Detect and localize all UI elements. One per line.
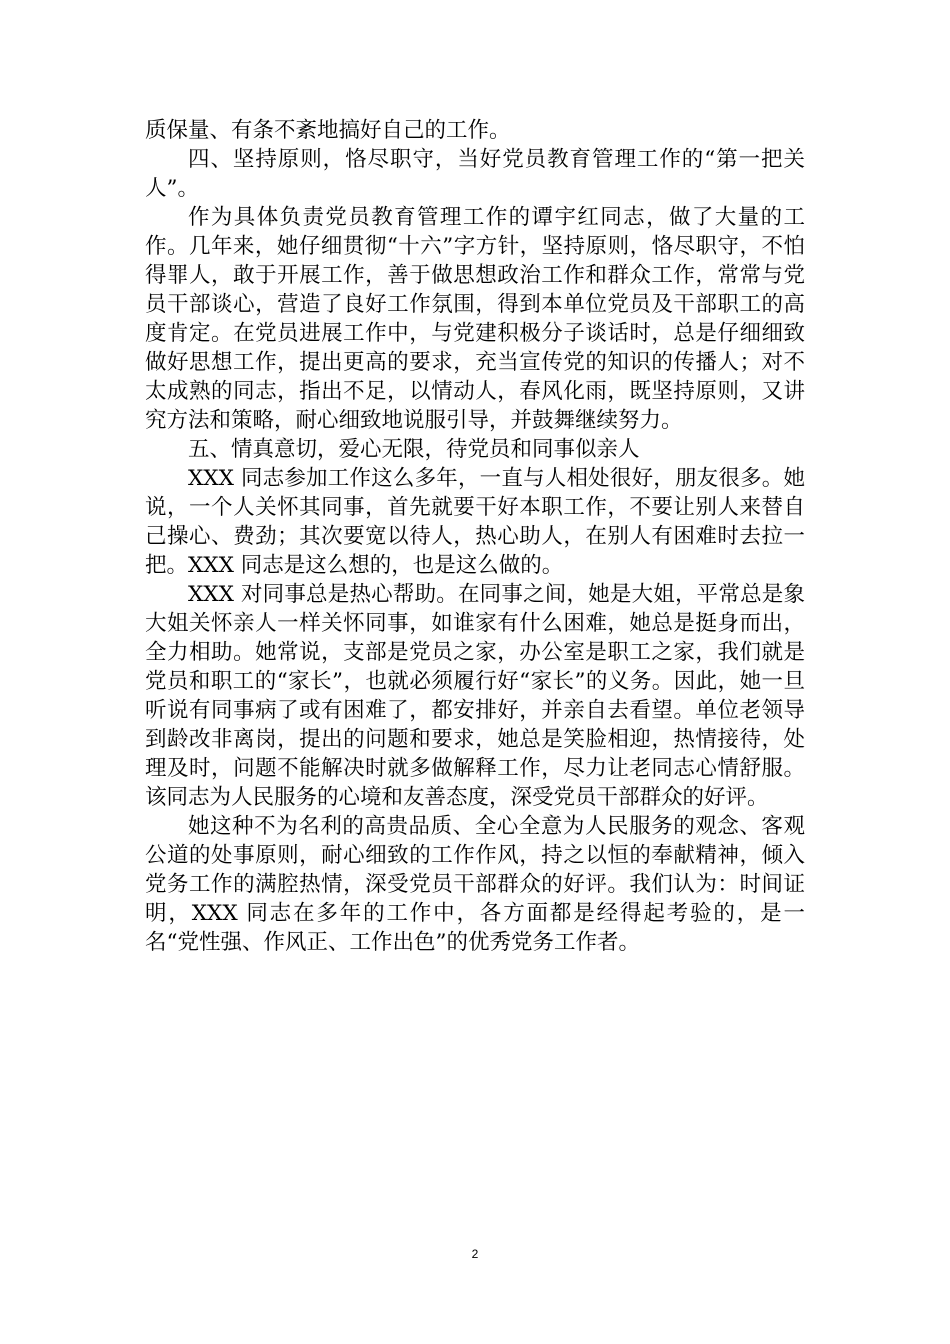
paragraph-2-heading: 四、坚持原则，恪尽职守，当好党员教育管理工作的“第一把关人”。 (145, 147, 805, 201)
document-body (145, 116, 805, 957)
paragraph-4-heading: 五、情真意切，爱心无限，待党员和同事似亲人 (188, 437, 640, 462)
paragraph-7: 她这种不为名利的高贵品质、全心全意为人民服务的观念、客观公道的处事原则，耐心细致的工作作风，持之以恒的奉献精神，倾入党务工作的满腔热情，深受党员干部群众的好评。我们认为：时间证明，XXX 同志在多年的工作中，各方面都是经得起考验的，是一名“党性强、作风正、工作出色”的优秀党务工作者。 (145, 814, 805, 955)
page-number: 2 (471, 1247, 479, 1261)
paragraph-5: XXX 同志参加工作这么多年，一直与人相处很好，朋友很多。她说，一个人关怀其同事，首先就要干好本职工作，不要让别人来替自己操心、费劲；其次要宽以待人，热心助人，在别人有困难时去拉一把。XXX 同志是这么想的，也是这么做的。 (145, 466, 805, 578)
paragraph-1: 质保量、有条不紊地搞好自己的工作。 (145, 118, 511, 143)
paragraph-6: XXX 对同事总是热心帮助。在同事之间，她是大姐，平常总是象大姐关怀亲人一样关怀同事，如谁家有什么困难，她总是挺身而出，全力相助。她常说，支部是党员之家，办公室是职工之家，我们就是党员和职工的“家长”，也就必须履行好“家长”的义务。因此，她一旦听说有同事病了或有困难了，都安排好，并亲自去看望。单位老领导到龄改非离岗，提出的问题和要求，她总是笑脸相迎，热情接待，处理及时，问题不能解决时就多做解释工作，尽力让老同志心情舒服。该同志为人民服务的心境和友善态度，深受党员干部群众的好评。 (145, 582, 805, 810)
paragraph-3: 作为具体负责党员教育管理工作的谭宇红同志，做了大量的工作。几年来，她仔细贯彻“十六”字方针，坚持原则，恪尽职守，不怕得罪人，敢于开展工作，善于做思想政治工作和群众工作，常常与党员干部谈心，营造了良好工作氛围，得到本单位党员及干部职工的高度肯定。在党员进展工作中，与党建积极分子谈话时，总是仔细细致做好思想工作，提出更高的要求，充当宣传党的知识的传播人；对不太成熟的同志，指出不足，以情动人，春风化雨，既坚持原则，又讲究方法和策略，耐心细致地说服引导，并鼓舞继续努力。 (145, 205, 805, 433)
